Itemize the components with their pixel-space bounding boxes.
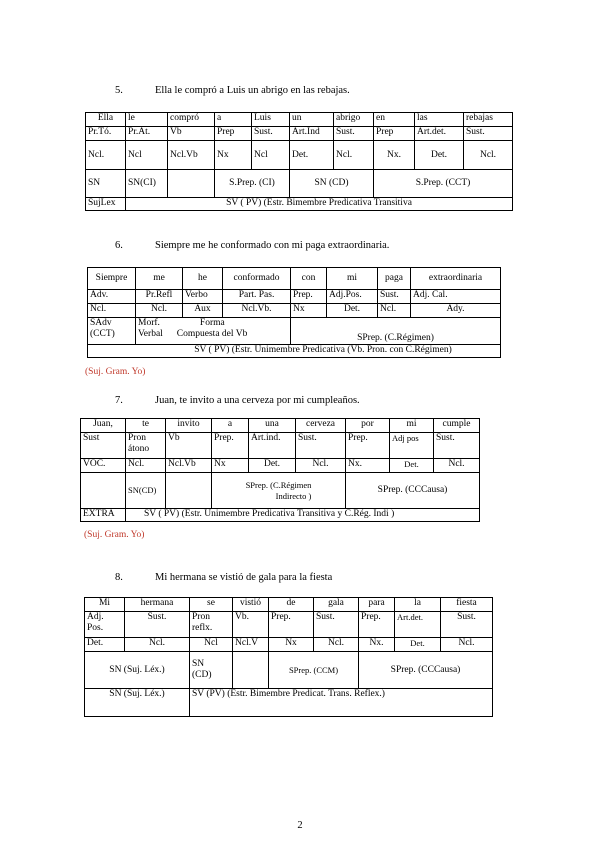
sn-cd-function: (CD) [192,670,212,680]
category-cell: Sust. [314,612,359,638]
word-cell: fiesta [441,598,493,612]
implicit-subject-note: (Suj. Gram. Yo) [84,530,145,540]
phrase-cell: SN (Suj. Léx.) [85,652,190,689]
heading-sentence: Mi hermana se vistió de gala para la fiesta [155,572,333,583]
word-cell: Luis [252,113,290,127]
category-cell: Prep [374,127,415,141]
analysis-table-7 [80,418,480,522]
word-cell: en [374,113,415,127]
function-cell: Nx [291,304,327,318]
analysis-table-6 [87,267,501,358]
word-cell: te [126,419,166,433]
category-cell: Prep. [346,433,390,459]
category-cell: Sust. [441,612,493,638]
word-cell: cerveza [296,419,346,433]
category-cell: Adj.Pos. [327,290,378,304]
function-cell: Det. [249,459,296,473]
word-cell: abrigo [334,113,374,127]
category-cell: Vb. [233,612,269,638]
phrase-cell: SPrep. (C.Régimen) [291,318,501,345]
heading-7 [115,395,360,406]
word-cell: Ella [86,113,126,127]
word-cell: Juan, [81,419,126,433]
function-cell: Aux [183,304,223,318]
sadv-function: (CCT) [90,329,115,339]
word-cell: he [183,268,223,290]
heading-sentence: Ella le compró a Luis un abrigo en las rebajas. [155,85,350,96]
category-cell: Adj pos [390,433,434,459]
empty-cell [81,473,126,509]
category-cell: Vb [168,127,215,141]
word-cell: las [415,113,464,127]
sn-cd-label: SN [192,659,205,669]
sprep-regimen-label: SPrep. (C.Régimen [245,479,312,490]
function-cell: Ncl.Vb [166,459,212,473]
phrase-cell: SN(CD) [126,473,166,509]
heading-number: 5. [115,85,123,96]
function-cell: Ncl. [441,638,493,652]
category-cell: Pr.At. [126,127,168,141]
word-cell: de [269,598,314,612]
analysis-table-5 [85,112,513,211]
predicate-cell: SV ( PV) (Estr. Bimembre Predicativa Transitiva [126,198,513,211]
word-cell: Siempre [88,268,136,290]
function-cell: Nx. [359,638,395,652]
function-cell: Ncl. [136,304,183,318]
function-cell: Ncl. [126,459,166,473]
word-cell: por [346,419,390,433]
heading-5 [115,85,350,96]
heading-sentence: Siempre me he conformado con mi paga extraordinaria. [155,240,390,251]
word-cell: compró [168,113,215,127]
function-cell: Ncl. [434,459,480,473]
subject-cell: SujLex [86,198,126,211]
word-cell: le [126,113,168,127]
word-cell: paga [378,268,411,290]
function-cell: Det. [85,638,125,652]
word-cell: extraordinaria [411,268,501,290]
phrase-cell: SPrep. (CCCausa) [359,652,493,689]
function-cell: Ncl.V [233,638,269,652]
word-cell: vistió [233,598,269,612]
function-cell: Ncl. [464,141,513,170]
category-cell: Sust [81,433,126,459]
word-cell: con [291,268,327,290]
function-cell: Ncl [126,141,168,170]
function-cell: Ncl. [296,459,346,473]
subject-cell: SN (Suj. Léx.) [85,689,190,717]
function-cell: Ncl. [125,638,190,652]
phrase-cell [212,473,346,509]
heading-number: 8. [115,572,123,583]
sadv-label: SAdv [90,318,112,328]
category-cell: Adv. [88,290,136,304]
phrase-cell: S.Prep. (CI) [215,170,290,198]
category-cell: Adj. Pos. [85,612,125,638]
word-cell: a [215,113,252,127]
function-cell: Ncl. [88,304,136,318]
category-cell: Art.ind. [249,433,296,459]
analysis-table-8 [84,597,493,717]
category-cell: Verbo [183,290,223,304]
category-cell: Art.det. [415,127,464,141]
word-cell: Mi [85,598,125,612]
extra-cell: EXTRA [81,509,126,522]
function-cell: Ncl [252,141,290,170]
function-cell: Ncl.Vb [168,141,215,170]
phrase-cell [190,652,233,689]
word-cell: un [290,113,334,127]
predicate-cell: SV (PV) (Estr. Bimembre Predicat. Trans. Reflex.) [190,689,493,717]
category-cell: Prep. [269,612,314,638]
phrase-cell: SPrep. (CCM) [269,652,359,689]
function-cell: VOC. [81,459,126,473]
category-cell: Sust. [434,433,480,459]
category-cell: Pr.Refl [136,290,183,304]
word-cell: la [395,598,441,612]
empty-cell [233,652,269,689]
function-cell: Det. [395,638,441,652]
category-cell: Sust. [378,290,411,304]
category-cell: Pron reflx. [190,612,233,638]
forma-label: Forma [199,318,225,328]
word-cell: cumple [434,419,480,433]
function-cell: Nx [215,141,252,170]
implicit-subject-note: (Suj. Gram. Yo) [85,367,146,377]
sprep-regimen-label-2: Indirecto ) [275,490,312,501]
function-cell: Det. [390,459,434,473]
category-cell: Art.Ind [290,127,334,141]
predicate-cell: SV ( PV) (Estr. Unimembre Predicativa (Vb. Pron. con C.Régimen) [88,345,501,358]
word-cell: me [136,268,183,290]
forma-label: Compuesta del Vb [176,329,248,339]
category-cell: Sust. [334,127,374,141]
category-cell: Prep [215,127,252,141]
function-cell: Nx. [374,141,415,170]
word-cell: rebajas [464,113,513,127]
heading-6 [115,240,389,251]
word-cell: conformado [223,268,291,290]
category-cell: Sust. [296,433,346,459]
category-cell: Part. Pas. [223,290,291,304]
word-cell: hermana [125,598,190,612]
function-cell: Ady. [411,304,501,318]
function-cell: Nx [212,459,249,473]
category-cell: Pron átono [126,433,166,459]
phrase-cell: SN(CI) [126,170,168,198]
heading-number: 6. [115,240,123,251]
category-cell: Pr.Tó. [86,127,126,141]
phrase-cell: S.Prep. (CCT) [374,170,513,198]
function-cell: Ncl.Vb. [223,304,291,318]
function-cell: Nx [269,638,314,652]
function-cell: Ncl [190,638,233,652]
heading-sentence: Juan, te invito a una cerveza por mi cumpleaños. [155,395,360,406]
function-cell: Ncl. [314,638,359,652]
function-cell: Ncl. [86,141,126,170]
word-cell: invito [166,419,212,433]
category-cell: Sust. [252,127,290,141]
word-cell: mi [327,268,378,290]
heading-8 [115,572,332,583]
word-cell: se [190,598,233,612]
category-cell: Prep. [212,433,249,459]
morf-label: Verbal [138,329,163,339]
word-cell: a [212,419,249,433]
phrase-cell: SN (CD) [290,170,374,198]
empty-cell [166,473,212,509]
function-cell: Det. [327,304,378,318]
category-cell: Prep. [359,612,395,638]
phrase-cell [88,318,136,345]
phrase-cell: SN [86,170,126,198]
heading-number: 7. [115,395,123,406]
word-cell: gala [314,598,359,612]
word-cell: mi [390,419,434,433]
phrase-cell: SPrep. (CCCausa) [346,473,480,509]
empty-cell [168,170,215,198]
category-cell: Prep. [291,290,327,304]
function-cell: Nx. [346,459,390,473]
function-cell: Det. [415,141,464,170]
word-cell: para [359,598,395,612]
category-cell: Adj. Cal. [411,290,501,304]
phrase-cell [136,318,291,345]
predicate-cell: SV ( PV) (Estr. Unimembre Predicativa Transitiva y C.Rég. Indi ) [126,509,480,522]
category-cell: Sust. [464,127,513,141]
function-cell: Ncl. [334,141,374,170]
category-cell: Vb [166,433,212,459]
page-number: 2 [297,820,303,831]
category-cell: Art.det. [395,612,441,638]
category-cell: Sust. [125,612,190,638]
morf-label: Morf. [138,318,160,328]
function-cell: Det. [290,141,334,170]
function-cell: Ncl. [378,304,411,318]
word-cell: una [249,419,296,433]
